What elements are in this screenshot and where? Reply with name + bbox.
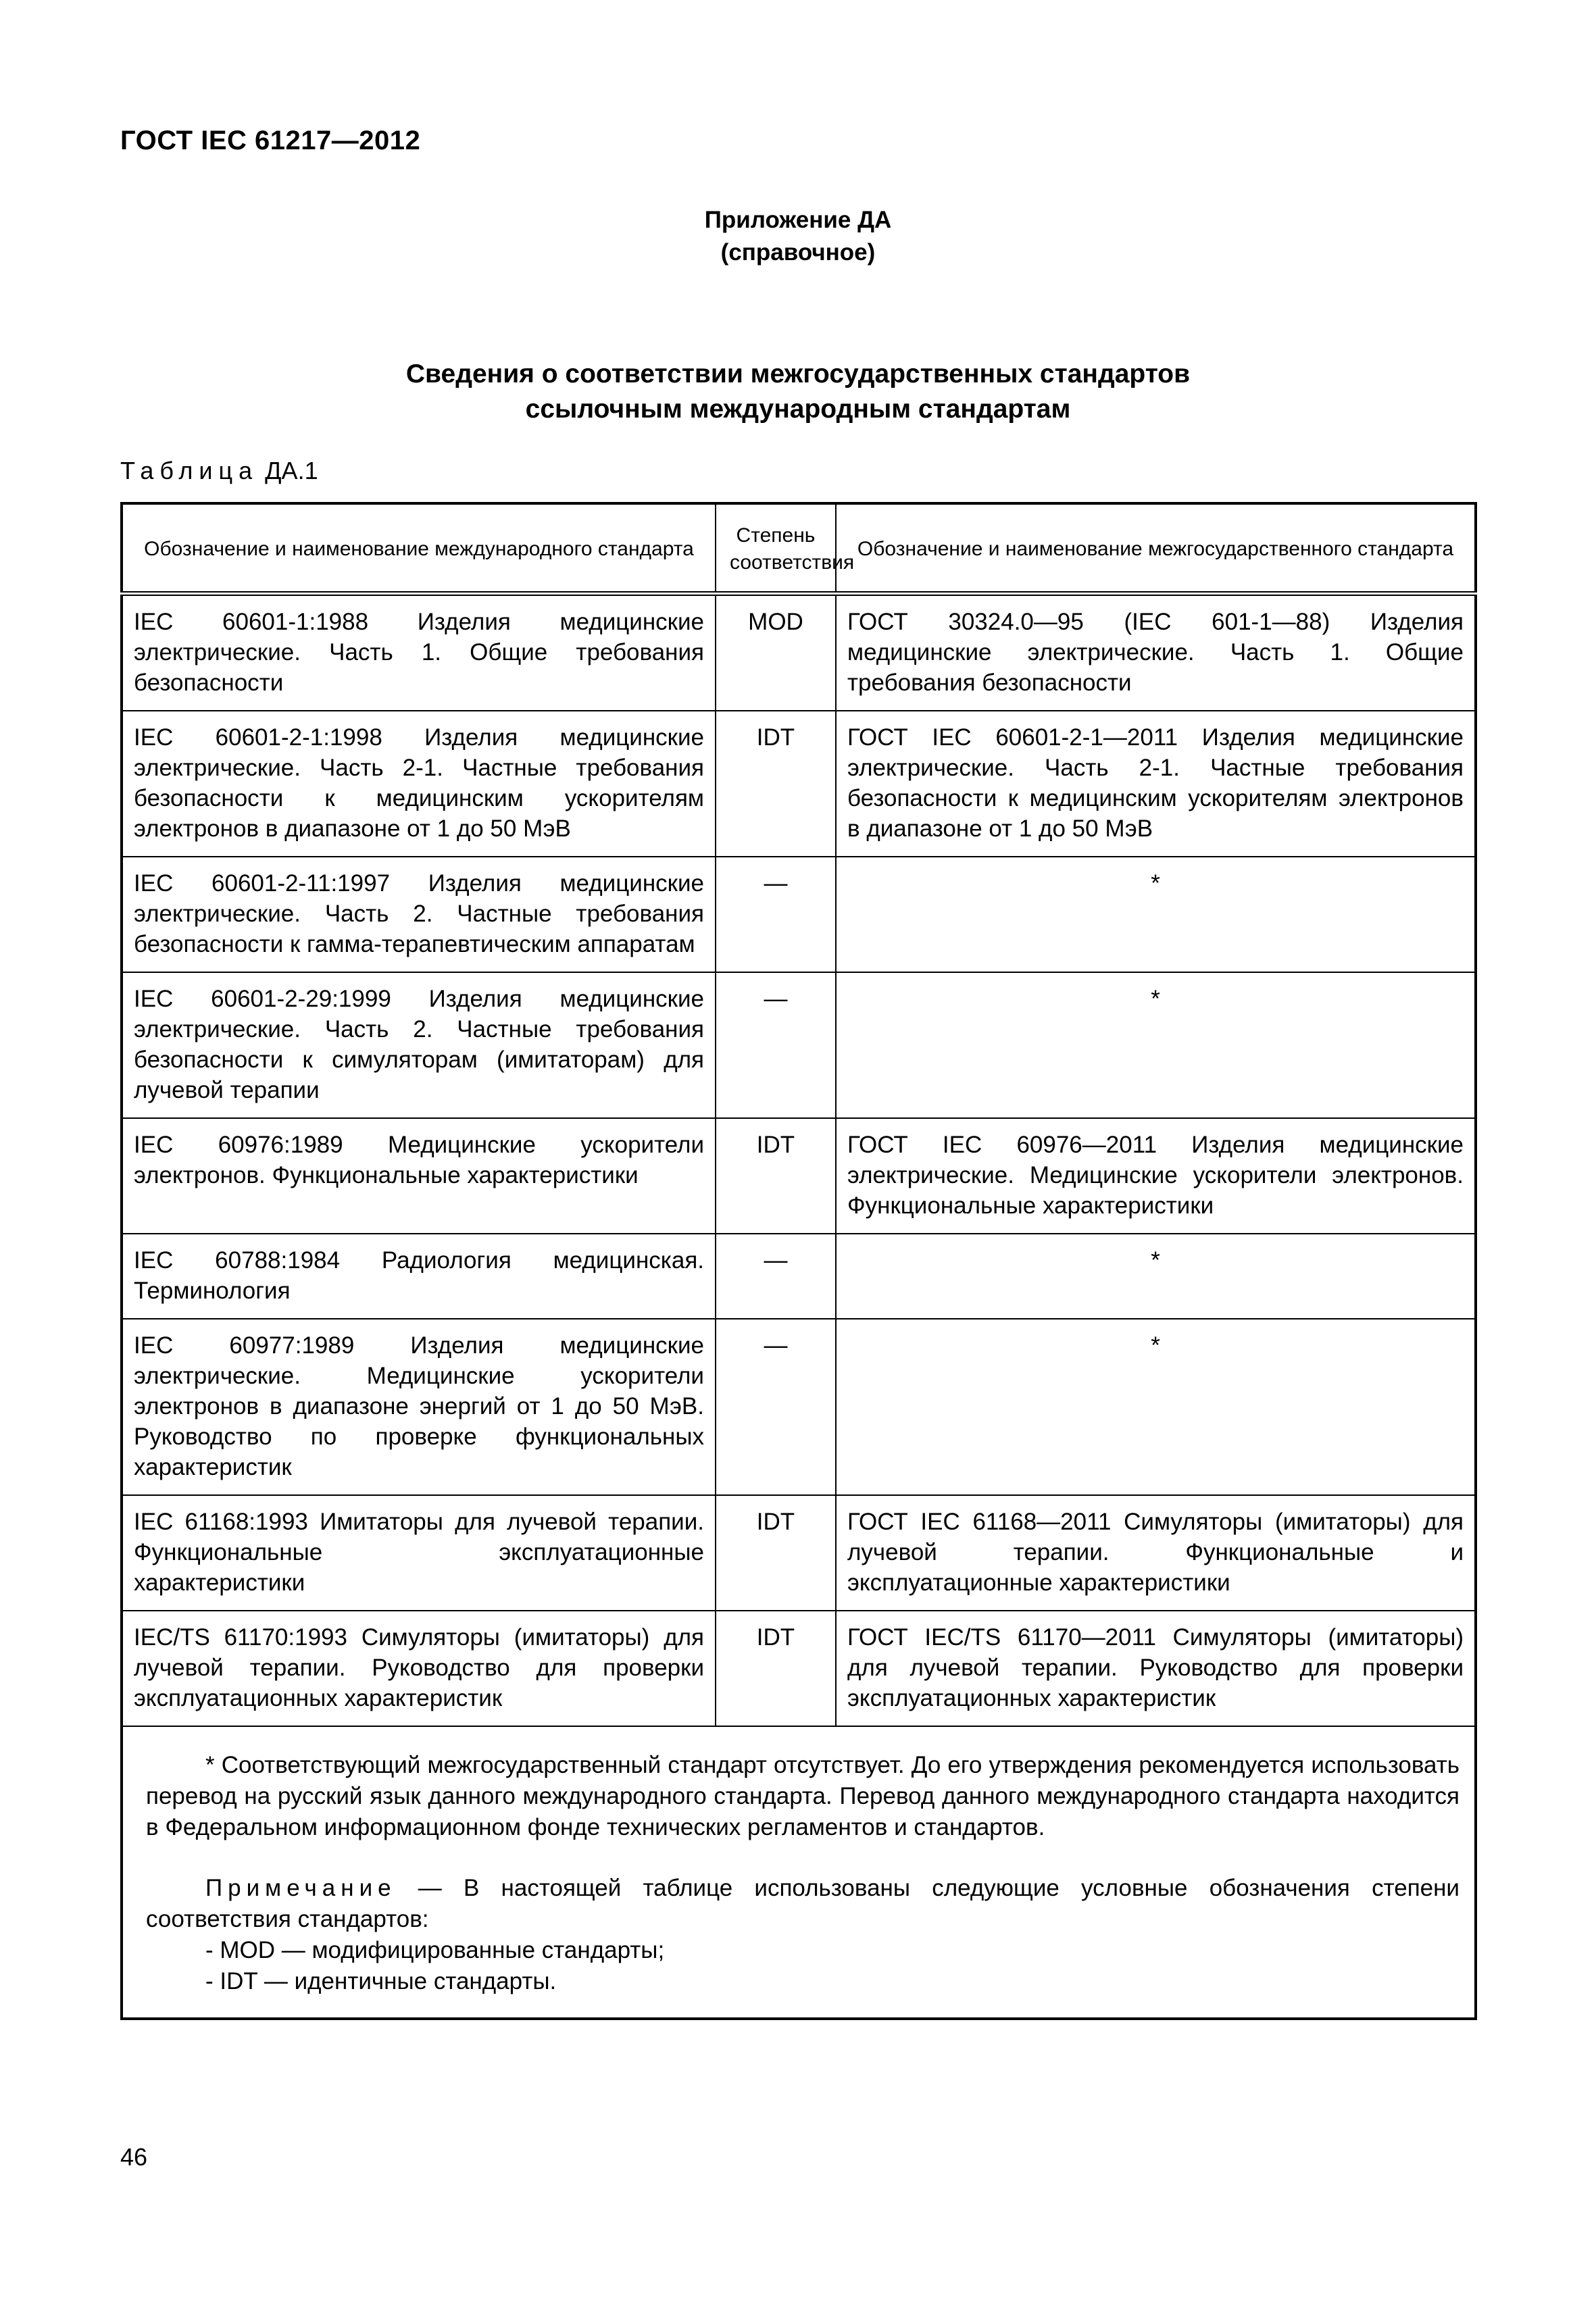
- table-caption: [120, 457, 318, 485]
- degree-cell: —: [716, 972, 836, 1118]
- correspondence-table: [120, 502, 1477, 2020]
- table-row: [122, 1611, 1476, 1726]
- interstate-standard-cell: ГОСТ IEC/TS 61170—2011 Симуляторы (имитаторы) для лучевой терапии. Руководство для проверки эксплуатационных характеристик: [836, 1611, 1476, 1726]
- interstate-standard-cell: *: [836, 972, 1476, 1118]
- degree-cell: —: [716, 857, 836, 972]
- degree-cell: IDT: [716, 1611, 836, 1726]
- international-standard-cell: IEC 60601-2-11:1997 Изделия медицинские электрические. Часть 2. Частные требования безопасности к гамма-терапевтическим аппаратам: [122, 857, 716, 972]
- interstate-standard-cell: *: [836, 857, 1476, 972]
- note-label: Примечание: [205, 1875, 397, 1901]
- section-title-line-1: Сведения о соответствии межгосударственных стандартов: [405, 359, 1191, 388]
- table-row: [122, 857, 1476, 972]
- table-notes-row: [122, 1726, 1476, 2019]
- interstate-standard-cell: ГОСТ IEC 60601-2-1—2011 Изделия медицинские электрические. Часть 2-1. Частные требования безопасности к медицинским ускорителям электронов в диапазоне от 1 до 50 МэВ: [836, 711, 1476, 857]
- note-paragraph: [146, 1873, 1460, 1935]
- interstate-standard-cell: ГОСТ 30324.0—95 (IEC 601-1—88) Изделия медицинские электрические. Часть 1. Общие требования безопасности: [836, 594, 1476, 711]
- international-standard-cell: IEC 60976:1989 Медицинские ускорители электронов. Функциональные характеристики: [122, 1118, 716, 1234]
- footnote-text: * Соответствующий межгосударственный стандарт отсутствует. До его утверждения рекомендуется использовать перевод на русский язык данного международного стандарта. Перевод данного международного стандарта находится в Федеральном информационном фонде технических регламентов и стандартов.: [146, 1752, 1460, 1840]
- table-row: [122, 1118, 1476, 1234]
- table-row: [122, 1234, 1476, 1319]
- table-caption-id: ДА.1: [265, 457, 318, 484]
- international-standard-cell: IEC 60977:1989 Изделия медицинские электрические. Медицинские ускорители электронов в диапазоне энергий от 1 до 50 МэВ. Руководство по проверке функциональных характеристик: [122, 1319, 716, 1495]
- interstate-standard-cell: ГОСТ IEC 61168—2011 Симуляторы (имитаторы) для лучевой терапии. Функциональные и эксплуатационные характеристики: [836, 1495, 1476, 1611]
- section-title: [0, 357, 1596, 427]
- interstate-standard-cell: *: [836, 1319, 1476, 1495]
- appendix-kind: (справочное): [720, 239, 876, 266]
- degree-cell: —: [716, 1319, 836, 1495]
- table-row: [122, 594, 1476, 711]
- header-interstate-standard: Обозначение и наименование межгосударственного стандарта: [836, 503, 1476, 594]
- degree-cell: —: [716, 1234, 836, 1319]
- international-standard-cell: IEC 60601-2-1:1998 Изделия медицинские электрические. Часть 2-1. Частные требования безопасности к медицинским ускорителям электронов в диапазоне от 1 до 50 МэВ: [122, 711, 716, 857]
- appendix-title: Приложение ДА: [704, 207, 892, 233]
- note-item: - IDT — идентичные стандарты.: [205, 1968, 557, 1994]
- international-standard-cell: IEC/TS 61170:1993 Симуляторы (имитаторы) для лучевой терапии. Руководство для проверки эксплуатационных характеристик: [122, 1611, 716, 1726]
- international-standard-cell: IEC 60601-1:1988 Изделия медицинские электрические. Часть 1. Общие требования безопасности: [122, 594, 716, 711]
- interstate-standard-cell: *: [836, 1234, 1476, 1319]
- degree-cell: IDT: [716, 1495, 836, 1611]
- interstate-standard-cell: ГОСТ IEC 60976—2011 Изделия медицинские электрические. Медицинские ускорители электронов. Функциональные характеристики: [836, 1118, 1476, 1234]
- table-notes-cell: [122, 1726, 1476, 2019]
- section-title-line-2: ссылочным международным стандартам: [525, 395, 1071, 424]
- note-item: - MOD — модифицированные стандарты;: [205, 1937, 665, 1963]
- international-standard-cell: IEC 60601-2-29:1999 Изделия медицинские электрические. Часть 2. Частные требования безопасности к симуляторам (имитаторам) для лучевой терапии: [122, 972, 716, 1118]
- table-row: [122, 972, 1476, 1118]
- table-row: [122, 711, 1476, 857]
- international-standard-cell: IEC 60788:1984 Радиология медицинская. Терминология: [122, 1234, 716, 1319]
- degree-cell: IDT: [716, 711, 836, 857]
- header-degree-of-correspondence: Степень соответствия: [716, 503, 836, 594]
- table-header-row: [122, 503, 1476, 594]
- international-standard-cell: IEC 61168:1993 Имитаторы для лучевой терапии. Функциональные эксплуатационные характеристики: [122, 1495, 716, 1611]
- document-code: ГОСТ IEC 61217—2012: [120, 126, 421, 155]
- table-caption-word: Таблица: [120, 457, 259, 484]
- table-row: [122, 1319, 1476, 1495]
- header-international-standard: Обозначение и наименование международного стандарта: [122, 503, 716, 594]
- table-row: [122, 1495, 1476, 1611]
- correspondence-table-wrapper: [120, 502, 1474, 2020]
- degree-cell: IDT: [716, 1118, 836, 1234]
- note-text: — В настоящей таблице использованы следующие условные обозначения степени соответствия стандартов:: [146, 1875, 1460, 1932]
- page-number: 46: [120, 2143, 148, 2171]
- degree-cell: MOD: [716, 594, 836, 711]
- appendix-heading: [0, 204, 1596, 269]
